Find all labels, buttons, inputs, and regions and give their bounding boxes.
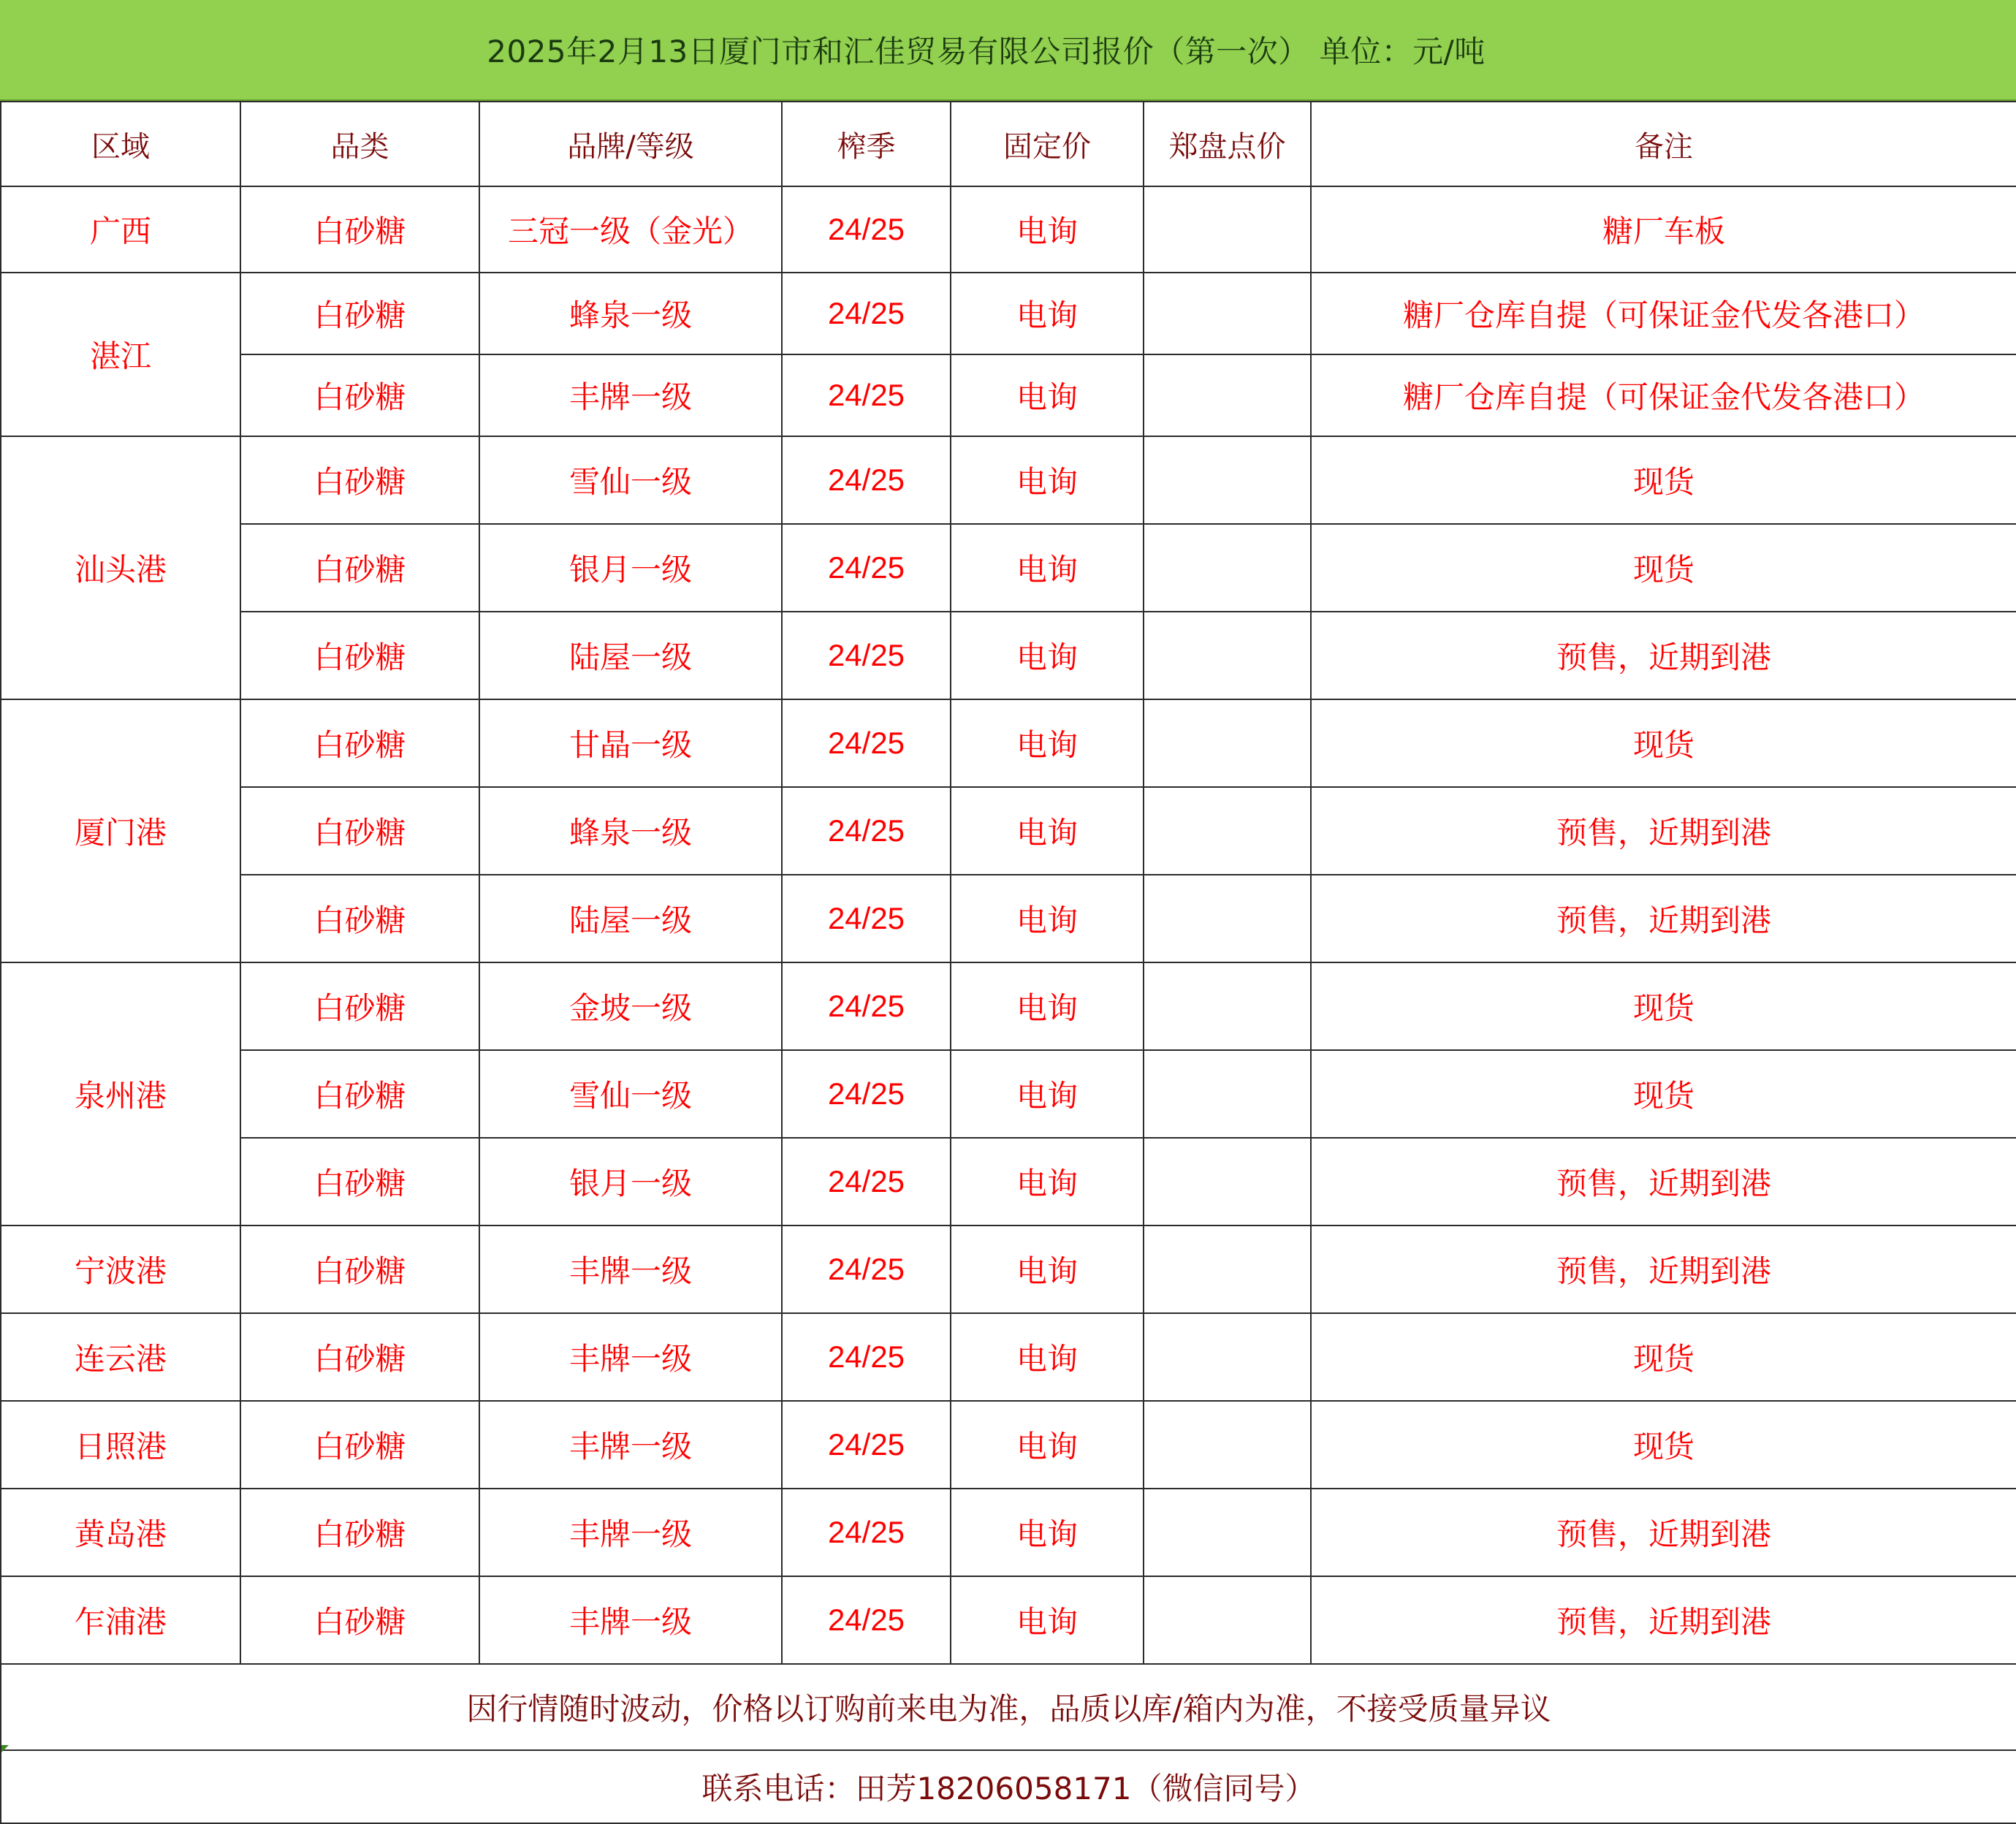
note-cell: 现货	[1311, 1401, 2016, 1489]
category-cell: 白砂糖	[240, 1050, 479, 1138]
futures-cell	[1144, 273, 1311, 354]
cell-comment-marker	[1, 1745, 9, 1752]
note-cell: 现货	[1311, 436, 2016, 524]
futures-cell	[1144, 1576, 1311, 1664]
futures-cell	[1144, 787, 1311, 875]
header-row	[1, 102, 2016, 186]
brand-cell: 陆屋一级	[479, 612, 782, 699]
header-futures-price: 郑盘点价	[1144, 102, 1311, 186]
futures-cell	[1144, 186, 1311, 273]
price-cell: 电询	[951, 354, 1144, 436]
season-cell: 24/25	[782, 186, 951, 273]
brand-cell: 丰牌一级	[479, 1489, 782, 1576]
brand-cell: 丰牌一级	[479, 1226, 782, 1313]
price-cell: 电询	[951, 787, 1144, 875]
footer-note: 因行情随时波动，价格以订购前来电为准，品质以库/箱内为准，不接受质量异议	[1, 1664, 2016, 1750]
table-row	[1, 699, 2016, 787]
futures-cell	[1144, 1489, 1311, 1576]
table-row	[1, 875, 2016, 962]
table-row	[1, 1226, 2016, 1313]
table-row	[1, 186, 2016, 273]
price-cell: 电询	[951, 1576, 1144, 1664]
region-cell: 黄岛港	[1, 1489, 240, 1576]
category-cell: 白砂糖	[240, 1401, 479, 1489]
region-cell: 泉州港	[1, 962, 240, 1226]
futures-cell	[1144, 1226, 1311, 1313]
futures-cell	[1144, 875, 1311, 962]
title-bar	[0, 0, 2016, 101]
price-cell: 电询	[951, 1313, 1144, 1401]
header-season: 榨季	[782, 102, 951, 186]
region-cell: 连云港	[1, 1313, 240, 1401]
note-cell: 现货	[1311, 524, 2016, 612]
region-cell: 乍浦港	[1, 1576, 240, 1664]
price-cell: 电询	[951, 699, 1144, 787]
season-cell: 24/25	[782, 273, 951, 354]
table-row	[1, 1489, 2016, 1576]
futures-cell	[1144, 436, 1311, 524]
table-row	[1, 1401, 2016, 1489]
footer-row	[1, 1664, 2016, 1750]
brand-cell: 金坡一级	[479, 962, 782, 1050]
brand-cell: 雪仙一级	[479, 1050, 782, 1138]
season-cell: 24/25	[782, 1313, 951, 1401]
table-row	[1, 524, 2016, 612]
region-cell: 日照港	[1, 1401, 240, 1489]
table-row	[1, 436, 2016, 524]
region-cell: 汕头港	[1, 436, 240, 699]
price-cell: 电询	[951, 1226, 1144, 1313]
season-cell: 24/25	[782, 699, 951, 787]
note-cell: 现货	[1311, 1313, 2016, 1401]
futures-cell	[1144, 354, 1311, 436]
note-cell: 糖厂仓库自提（可保证金代发各港口）	[1311, 273, 2016, 354]
futures-cell	[1144, 524, 1311, 612]
futures-cell	[1144, 1313, 1311, 1401]
note-cell: 预售，近期到港	[1311, 875, 2016, 962]
category-cell: 白砂糖	[240, 1576, 479, 1664]
table-row	[1, 962, 2016, 1050]
futures-cell	[1144, 1050, 1311, 1138]
futures-cell	[1144, 699, 1311, 787]
futures-cell	[1144, 1401, 1311, 1489]
brand-cell: 蜂泉一级	[479, 787, 782, 875]
category-cell: 白砂糖	[240, 1313, 479, 1401]
category-cell: 白砂糖	[240, 875, 479, 962]
season-cell: 24/25	[782, 1050, 951, 1138]
season-cell: 24/25	[782, 1489, 951, 1576]
brand-cell: 陆屋一级	[479, 875, 782, 962]
price-cell: 电询	[951, 436, 1144, 524]
season-cell: 24/25	[782, 612, 951, 699]
price-cell: 电询	[951, 273, 1144, 354]
price-cell: 电询	[951, 1489, 1144, 1576]
header-note: 备注	[1311, 102, 2016, 186]
brand-cell: 雪仙一级	[479, 436, 782, 524]
brand-cell: 三冠一级（金光）	[479, 186, 782, 273]
header-region: 区域	[1, 102, 240, 186]
season-cell: 24/25	[782, 875, 951, 962]
futures-cell	[1144, 612, 1311, 699]
season-cell: 24/25	[782, 436, 951, 524]
brand-cell: 甘晶一级	[479, 699, 782, 787]
brand-cell: 银月一级	[479, 524, 782, 612]
futures-cell	[1144, 962, 1311, 1050]
table-row	[1, 1138, 2016, 1226]
category-cell: 白砂糖	[240, 436, 479, 524]
brand-cell: 银月一级	[479, 1138, 782, 1226]
price-cell: 电询	[951, 875, 1144, 962]
note-cell: 现货	[1311, 1050, 2016, 1138]
category-cell: 白砂糖	[240, 354, 479, 436]
table-row	[1, 1576, 2016, 1664]
price-cell: 电询	[951, 1401, 1144, 1489]
table-row	[1, 787, 2016, 875]
price-cell: 电询	[951, 962, 1144, 1050]
price-cell: 电询	[951, 1050, 1144, 1138]
header-brand: 品牌/等级	[479, 102, 782, 186]
category-cell: 白砂糖	[240, 186, 479, 273]
futures-cell	[1144, 1138, 1311, 1226]
note-cell: 现货	[1311, 962, 2016, 1050]
season-cell: 24/25	[782, 1226, 951, 1313]
region-cell: 厦门港	[1, 699, 240, 962]
note-cell: 预售，近期到港	[1311, 1489, 2016, 1576]
brand-cell: 丰牌一级	[479, 1576, 782, 1664]
note-cell: 预售，近期到港	[1311, 1138, 2016, 1226]
category-cell: 白砂糖	[240, 524, 479, 612]
category-cell: 白砂糖	[240, 612, 479, 699]
region-cell: 宁波港	[1, 1226, 240, 1313]
note-cell: 预售，近期到港	[1311, 787, 2016, 875]
season-cell: 24/25	[782, 962, 951, 1050]
contact-info: 联系电话：田芳18206058171（微信同号）	[1, 1750, 2016, 1823]
season-cell: 24/25	[782, 1138, 951, 1226]
category-cell: 白砂糖	[240, 1226, 479, 1313]
note-cell: 预售，近期到港	[1311, 1226, 2016, 1313]
note-cell: 预售，近期到港	[1311, 612, 2016, 699]
season-cell: 24/25	[782, 354, 951, 436]
region-cell: 广西	[1, 186, 240, 273]
note-cell: 现货	[1311, 699, 2016, 787]
category-cell: 白砂糖	[240, 962, 479, 1050]
price-cell: 电询	[951, 1138, 1144, 1226]
brand-cell: 蜂泉一级	[479, 273, 782, 354]
brand-cell: 丰牌一级	[479, 1313, 782, 1401]
quote-table	[0, 101, 2016, 1824]
price-cell: 电询	[951, 186, 1144, 273]
table-row	[1, 273, 2016, 354]
region-cell: 湛江	[1, 273, 240, 436]
price-cell: 电询	[951, 524, 1144, 612]
note-cell: 糖厂仓库自提（可保证金代发各港口）	[1311, 354, 2016, 436]
table-row	[1, 354, 2016, 436]
season-cell: 24/25	[782, 787, 951, 875]
season-cell: 24/25	[782, 524, 951, 612]
category-cell: 白砂糖	[240, 787, 479, 875]
header-fixed-price: 固定价	[951, 102, 1144, 186]
table-row	[1, 1313, 2016, 1401]
category-cell: 白砂糖	[240, 699, 479, 787]
price-cell: 电询	[951, 612, 1144, 699]
category-cell: 白砂糖	[240, 273, 479, 354]
category-cell: 白砂糖	[240, 1489, 479, 1576]
season-cell: 24/25	[782, 1576, 951, 1664]
contact-row	[1, 1750, 2016, 1823]
table-row	[1, 612, 2016, 699]
page-title: 2025年2月13日厦门市和汇佳贸易有限公司报价（第一次） 单位：元/吨	[487, 34, 1486, 69]
note-cell: 预售，近期到港	[1311, 1576, 2016, 1664]
brand-cell: 丰牌一级	[479, 354, 782, 436]
table-row	[1, 1050, 2016, 1138]
category-cell: 白砂糖	[240, 1138, 479, 1226]
note-cell: 糖厂车板	[1311, 186, 2016, 273]
header-category: 品类	[240, 102, 479, 186]
brand-cell: 丰牌一级	[479, 1401, 782, 1489]
season-cell: 24/25	[782, 1401, 951, 1489]
